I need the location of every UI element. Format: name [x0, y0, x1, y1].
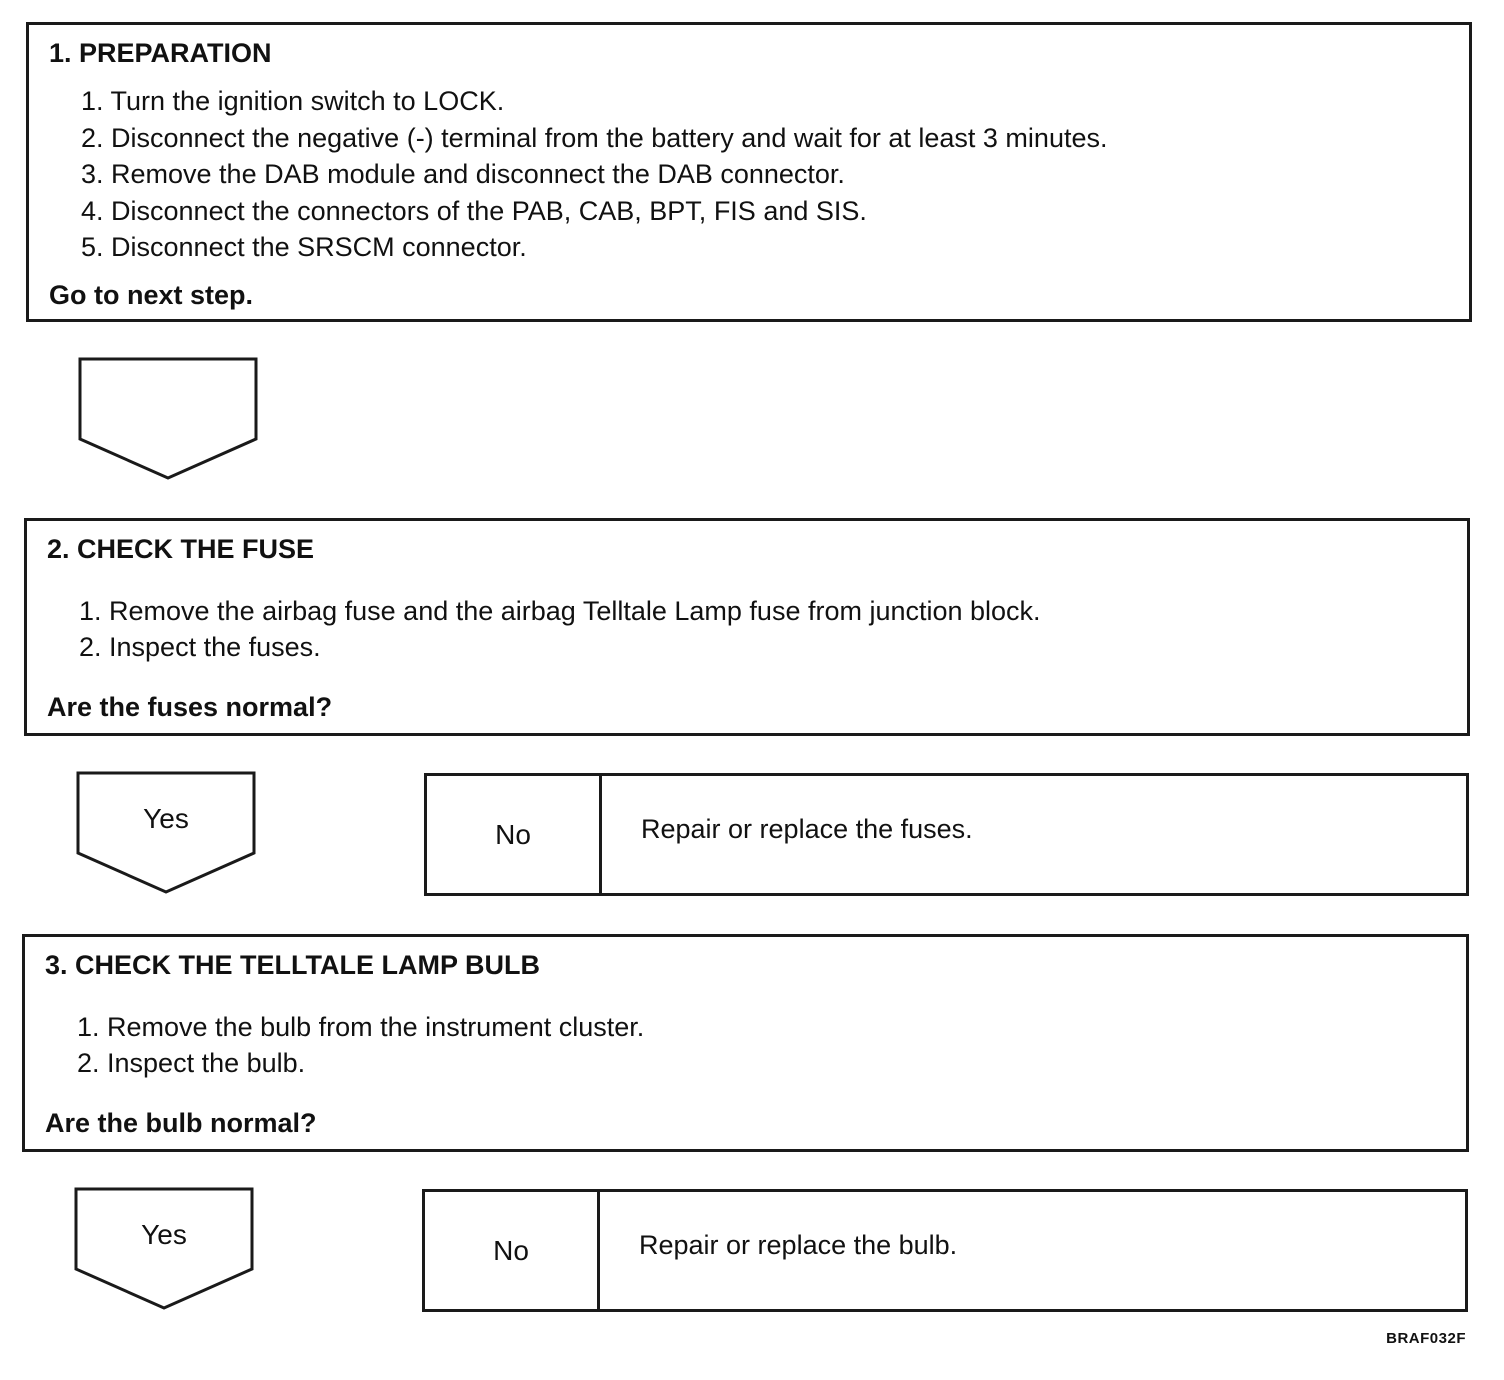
step-2-yes-arrow: [76, 771, 256, 895]
step-1-box: [26, 22, 1472, 322]
next-step-arrow-icon: [78, 357, 258, 481]
step-3-box: [22, 934, 1469, 1152]
step-3-yes-label: Yes: [141, 1219, 187, 1250]
step-2-item: 2. Inspect the fuses.: [79, 632, 321, 662]
step-1-title: 1. PREPARATION: [49, 38, 272, 68]
step-2-yes-label: Yes: [143, 803, 189, 834]
step-3-no-label: No: [425, 1192, 600, 1309]
step-1-item: 2. Disconnect the negative (-) terminal from the battery and wait for at least 3 minutes.: [81, 122, 1108, 153]
step-3-no-box: [422, 1189, 1468, 1312]
step-3-title: 3. CHECK THE TELLTALE LAMP BULB: [45, 950, 540, 980]
step-3-yes-arrow: [74, 1187, 254, 1311]
step-3-list: [77, 1009, 644, 1081]
step-2-no-action: Repair or replace the fuses.: [641, 814, 973, 844]
step-2-list: [79, 593, 1041, 665]
step-1-item: 3. Remove the DAB module and disconnect the DAB connector.: [81, 159, 845, 189]
step-1-footer: Go to next step.: [49, 280, 254, 310]
step-3-question: Are the bulb normal?: [45, 1108, 317, 1138]
step-2-no-label: No: [427, 776, 602, 893]
step-1-item: 4. Disconnect the connectors of the PAB, CAB, BPT, FIS and SIS.: [81, 195, 867, 226]
step-2-question: Are the fuses normal?: [47, 692, 333, 722]
step-3-item: 2. Inspect the bulb.: [77, 1048, 306, 1078]
step-2-item: 1. Remove the airbag fuse and the airbag Telltale Lamp fuse from junction block.: [79, 596, 1041, 626]
step-1-item: 1. Turn the ignition switch to LOCK.: [81, 86, 505, 116]
step-3-item: 1. Remove the bulb from the instrument cluster.: [77, 1012, 645, 1042]
step-2-title: 2. CHECK THE FUSE: [47, 534, 315, 564]
step-1-list: [81, 83, 1107, 266]
step-1-item: 5. Disconnect the SRSCM connector.: [81, 232, 527, 262]
step-3-no-action: Repair or replace the bulb.: [639, 1230, 958, 1260]
step-2-no-box: [424, 773, 1469, 896]
figure-code: BRAF032F: [1386, 1330, 1466, 1347]
step-2-box: [24, 518, 1470, 736]
